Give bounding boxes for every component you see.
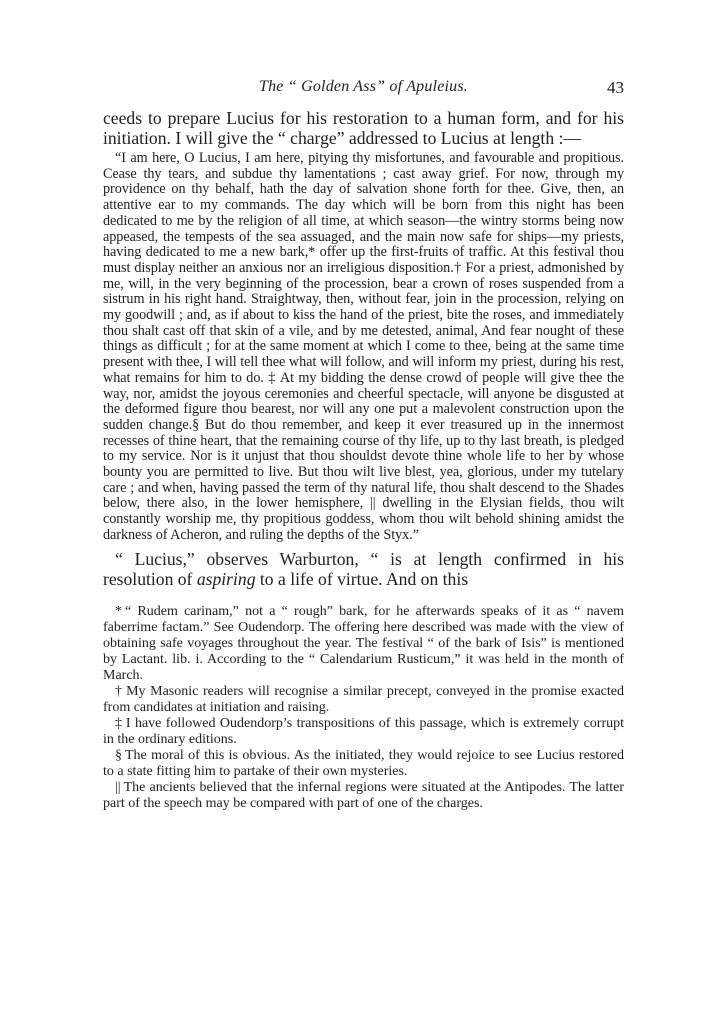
commentary (103, 549, 624, 590)
footnote-text: The ancients believed that the infernal regions were situated at the Antipodes. The latter part of the speech may be compared with part of one of the charges. (103, 779, 624, 811)
footnote (103, 780, 624, 812)
intro-paragraph: ceeds to prepare Lucius for his restoration to a human form, and for his initiation. I will give the “ charge” addressed to Lucius at length :— (103, 108, 624, 148)
footnote-text: “ Rudem carinam,” not a “ rough” bark, for he afterwards speaks of it as “ navem faberrime factam.” See Oudendorp. The offering here described was made with the view of obtaining safe voyages throughout the year. The festival “ of the bark of Isis” is mentioned by Lactant. lib. i. According to the “ Calendarium Rusticum,” it was held in the month of March. (103, 603, 624, 683)
footnote-mark: ‡ (115, 715, 123, 731)
footnote-mark: || (115, 779, 121, 795)
commentary-paragraph (103, 549, 624, 590)
body-text (103, 108, 624, 148)
commentary-before: “ Lucius,” observes Warburton, “ is at length confirmed in his resolution of (103, 548, 624, 590)
commentary-emphasis: aspiring (196, 569, 256, 590)
footnote (103, 716, 624, 748)
footnote-text: I have followed Oudendorp’s transpositions of this passage, which is extremely corrupt in the ordinary editions. (103, 715, 624, 747)
footnote-mark: * (115, 603, 122, 619)
commentary-after: to a life of virtue. And on this (255, 569, 469, 590)
footnote (103, 748, 624, 780)
isis-charge-quote (103, 151, 624, 544)
footnote-mark: † (115, 683, 124, 699)
page-number: 43 (607, 78, 624, 97)
page-header (103, 78, 624, 100)
footnote (103, 684, 624, 716)
footnote-text: My Masonic readers will recognise a similar precept, conveyed in the promise exacted from candidates at initiation and raising. (103, 683, 624, 715)
book-page (103, 78, 624, 812)
quote-paragraph: “I am here, O Lucius, I am here, pitying thy misfortunes, and favourable and propitious. Cease thy tears, and subdue thy lamentations ; cast away grief. For now, through my providence on thy behalf, hath the day of salvation shone forth for thee. Give, then, an attentive ear to my commands. The day which will be born from this night has been dedicated to me by the religion of all time, at which season—the wintry storms being now appeased, the tempests of the sea assuaged, and the main now safe for ships—my priests, having dedicated to me a new bark,* offer up the first-fruits of traffic. At this festival thou must display neither an anxious nor an irreligious disposition.† For a priest, admonished by me, will, in the very beginning of the procession, bear a crown of roses suspended from a sistrum in his right hand. Straightway, then, without fear, join in the procession, relying on my goodwill ; and, as if about to kiss the hand of the priest, bite the roses, and immediately thou shalt cast off that skin of a vile, and by me detested, animal, And fear nought of these things as difficult ; for at the same moment at which I come to thee, being at the same time present with thee, I will tell thee what will follow, and will inform my priest, during his rest, what remains for him to do. ‡ At my bidding the dense crowd of people will give thee the way, nor, amidst the joyous ceremonies and cheerful spectacle, will anyone be disgusted at the deformed figure thou bearest, nor will any one put a malevolent construction upon the sudden change.§ But do thou remember, and keep it ever treasured up in the innermost recesses of thine heart, that the remaining course of thy life, up to thy last breath, is pledged to my service. Nor is it unjust that thou shouldst devote thine whole life to her by whose bounty you are permitted to live. But thou wilt live blest, yea, glorious, under my tutelary care ; and when, having passed the term of thy natural life, thou shalt descend to the Shades below, there also, in the lower hemisphere, || dwelling in the Elysian fields, thou wilt constantly worship me, thy propitious goddess, whom thou wilt behold shining amidst the darkness of Acheron, and ruling the depths of the Styx.” (103, 150, 624, 543)
footnote-text: The moral of this is obvious. As the initiated, they would rejoice to see Lucius restored to a state fitting him to partake of their own mysteries. (103, 747, 624, 779)
footnote (103, 604, 624, 684)
footnotes (103, 604, 624, 812)
footnote-mark: § (115, 747, 122, 763)
running-title: The “ Golden Ass” of Apuleius. (259, 78, 468, 95)
